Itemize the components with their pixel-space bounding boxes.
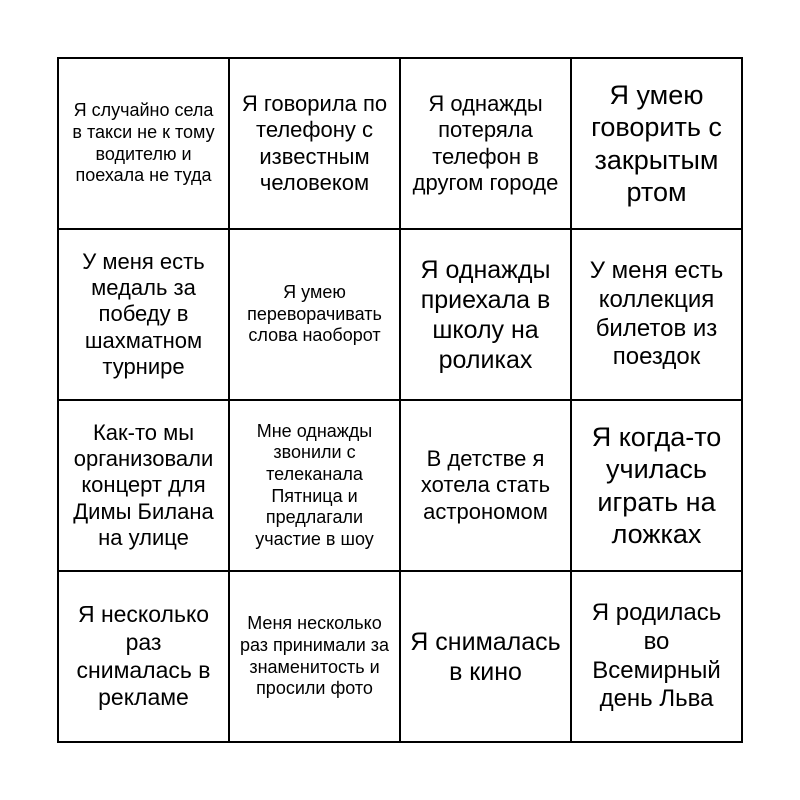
bingo-cell-text: Я умею переворачивать слова наоборот	[247, 282, 382, 346]
bingo-cell[interactable]	[229, 229, 400, 400]
bingo-cell-text: Я родилась во Всемирный день Льва	[591, 598, 722, 713]
bingo-cell-text: Я случайно села в такси не к тому водителю и поехала не туда	[72, 100, 215, 186]
bingo-cell[interactable]	[571, 229, 742, 400]
bingo-cell[interactable]	[400, 58, 571, 229]
bingo-cell[interactable]	[571, 400, 742, 571]
bingo-cell-text: Я несколько раз снималась в рекламе	[76, 601, 211, 711]
bingo-cell-text: Я снималась в кино	[410, 627, 561, 686]
bingo-cell-text: Как-то мы организовали концерт для Димы Билана на улице	[73, 419, 214, 551]
bingo-board	[57, 57, 743, 743]
bingo-cell-text: Мне однажды звонили с телеканала Пятница и предлагали участие в шоу	[255, 420, 374, 549]
bingo-cell[interactable]	[400, 229, 571, 400]
bingo-cell[interactable]	[58, 229, 229, 400]
bingo-cell-text: Я говорила по телефону с известным человеком	[241, 90, 388, 195]
bingo-cell[interactable]	[58, 571, 229, 742]
bingo-cell-text: Я умею говорить с закрытым ртом	[591, 79, 722, 207]
bingo-cell[interactable]	[229, 571, 400, 742]
bingo-cell-text: У меня есть коллекция билетов из поездок	[589, 256, 724, 371]
bingo-cell-text: Я однажды приехала в школу на роликах	[420, 255, 551, 374]
bingo-cell[interactable]	[571, 58, 742, 229]
bingo-cell[interactable]	[58, 58, 229, 229]
bingo-cell-text: Меня несколько раз принимали за знаменитость и просили фото	[239, 613, 390, 699]
bingo-cell[interactable]	[229, 400, 400, 571]
bingo-cell[interactable]	[400, 400, 571, 571]
bingo-cell-text: Я когда-то училась играть на ложках	[591, 421, 722, 549]
bingo-cell[interactable]	[58, 400, 229, 571]
bingo-cell-text: Я однажды потеряла телефон в другом городе	[412, 90, 559, 195]
bingo-cell[interactable]	[571, 571, 742, 742]
bingo-cell[interactable]	[229, 58, 400, 229]
bingo-cell-text: У меня есть медаль за победу в шахматном турнире	[82, 248, 205, 380]
bingo-cell[interactable]	[400, 571, 571, 742]
bingo-cell-text: В детстве я хотела стать астрономом	[420, 445, 551, 524]
